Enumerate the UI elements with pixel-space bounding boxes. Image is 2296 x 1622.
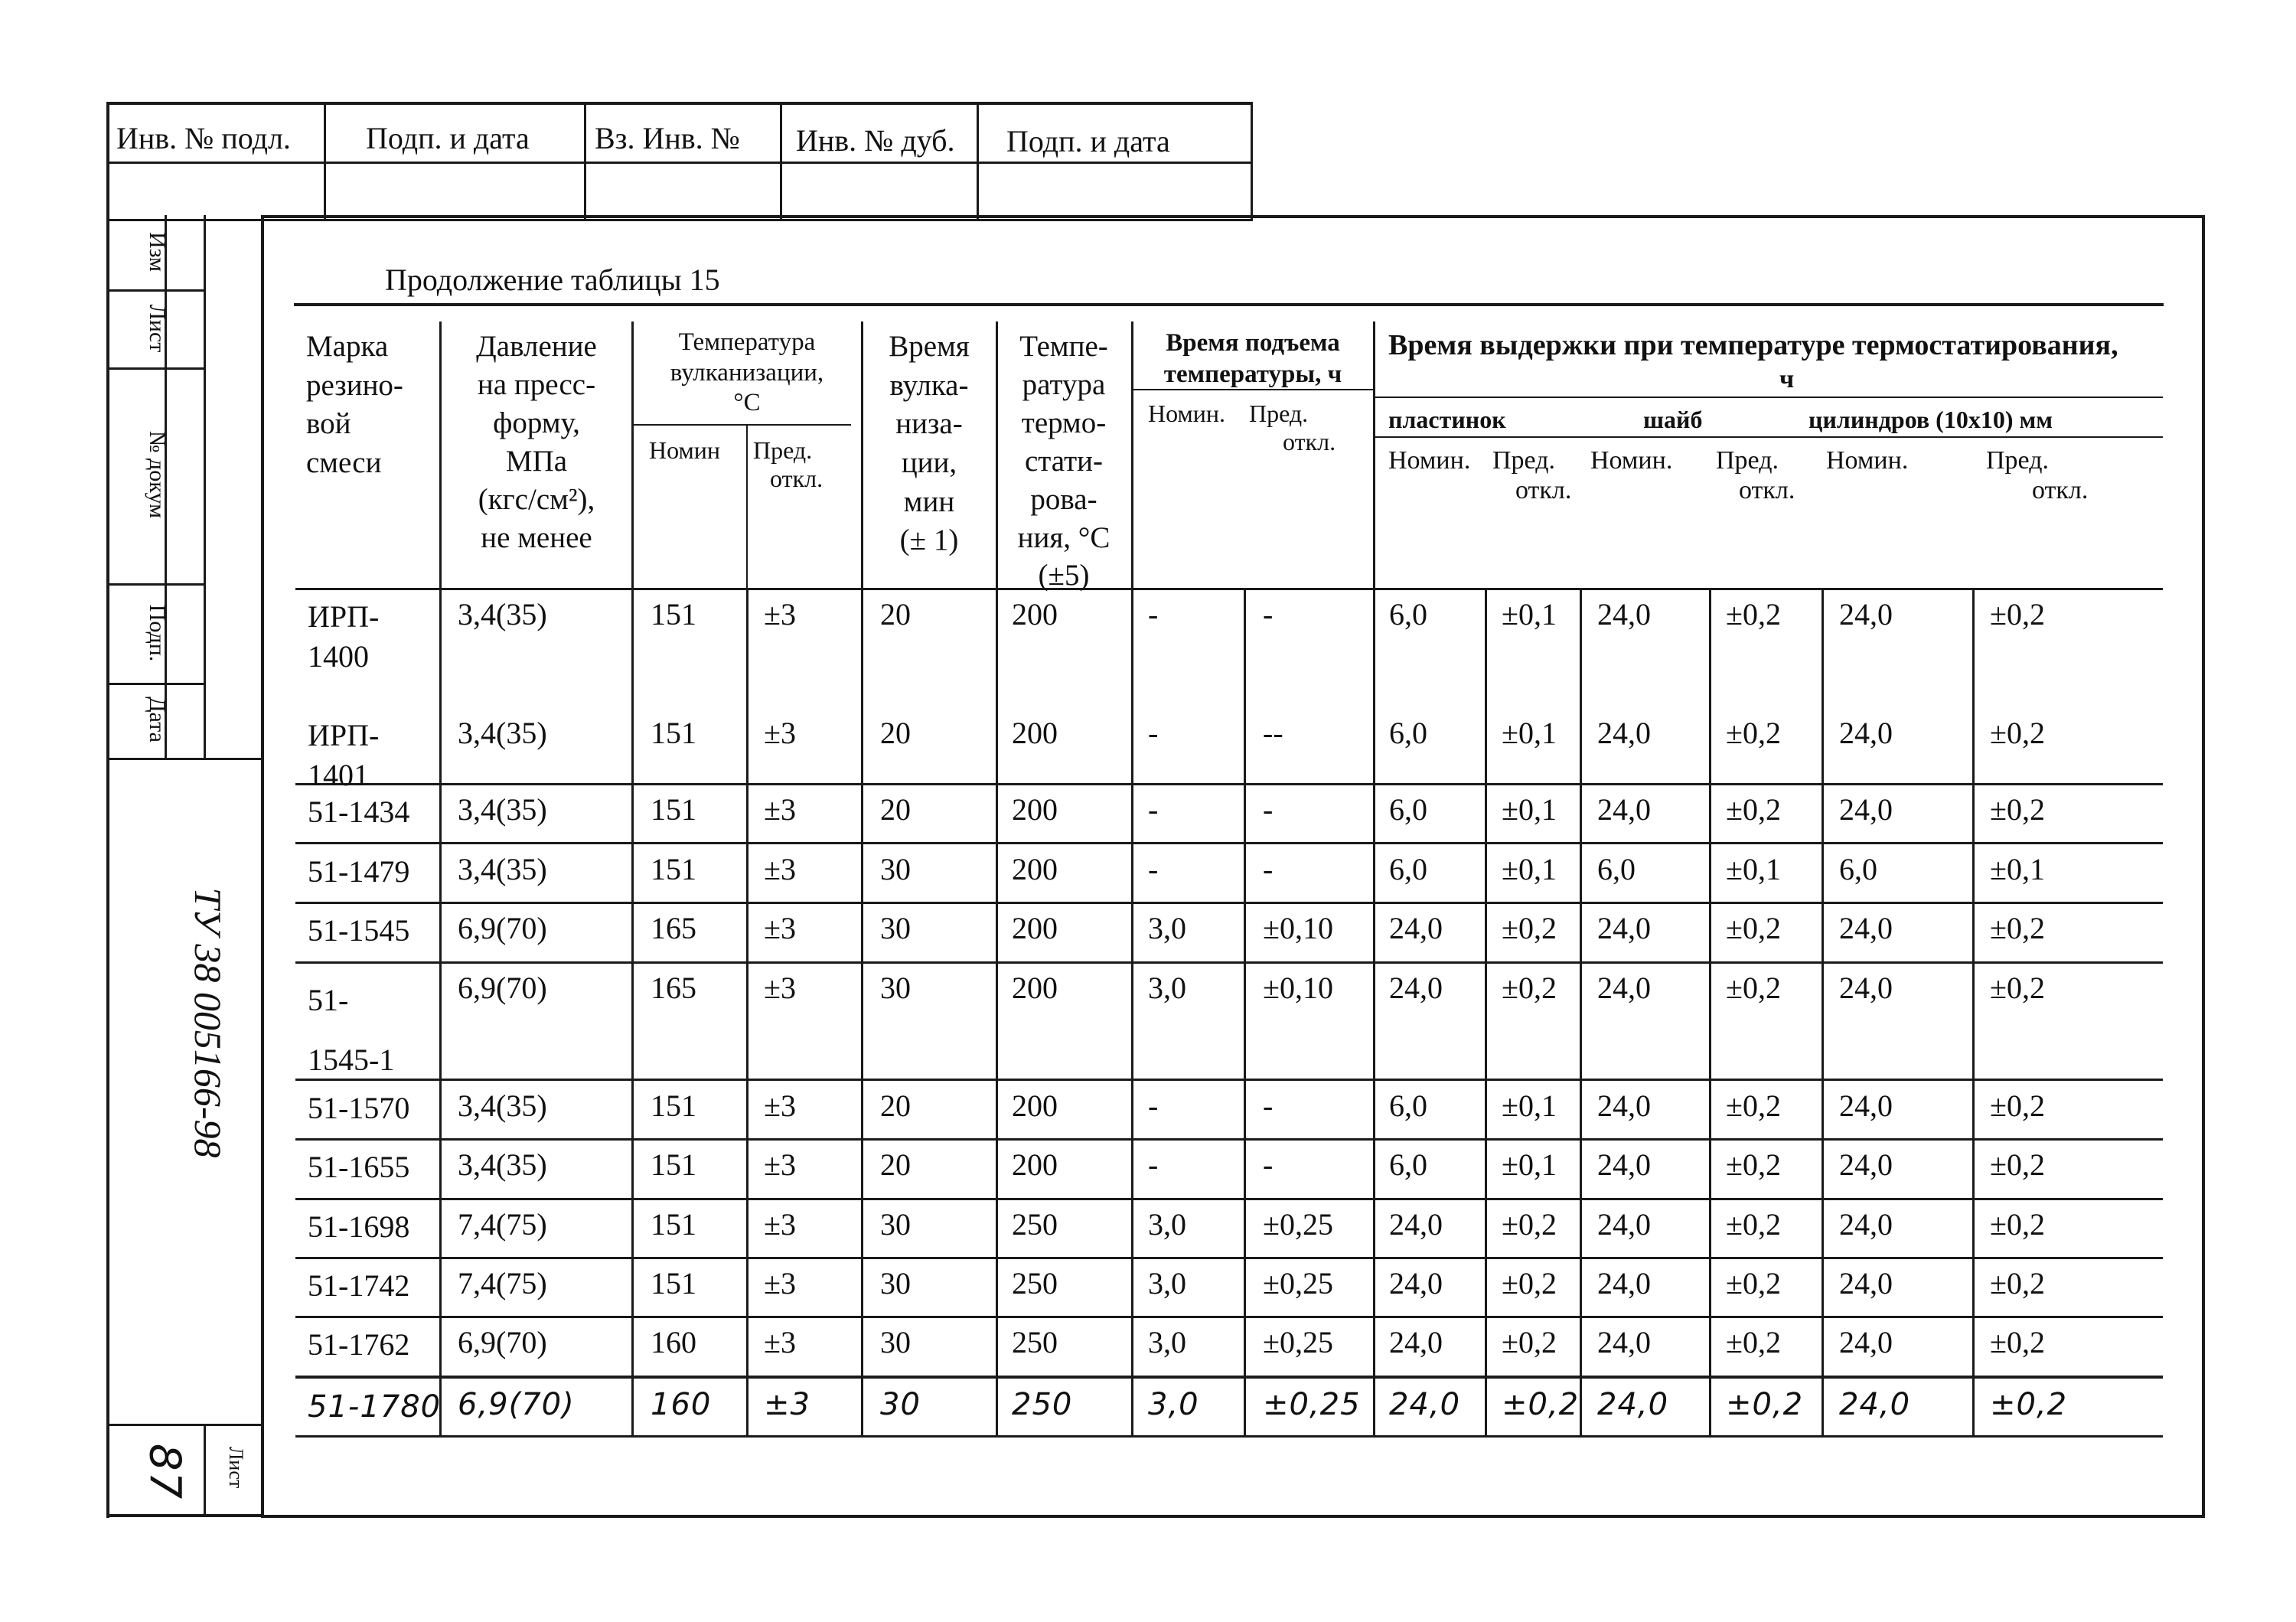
cell-t: 160 [651,1325,696,1359]
header-pressure: Давление на пресс- форму, МПа (кгс/см²), не менее [476,330,597,554]
cell-tt: 200 [1012,852,1058,886]
cell-cn: 24,0 [1839,597,1893,632]
header-hold-unit: ч [1779,365,1795,393]
cell-brand-line: 51-1780 [308,1389,442,1425]
cell-t: 151 [651,792,696,827]
cell-wd: ±0,2 [1726,716,1781,750]
header-washers-nom: Номин. [1590,446,1673,475]
cell-t: 165 [651,911,696,945]
cell-pn: 6,0 [1389,597,1427,632]
cell-brand-line: 51- [308,983,349,1017]
stamp-header-inv-podl: Инв. № подл. [116,121,291,155]
cell-vt: 30 [880,1207,911,1242]
cell-p: 7,4(75) [458,1207,547,1242]
cell-cn: 24,0 [1839,1325,1893,1359]
header-vulc-temp: Температура вулканизации, °С [670,328,824,417]
table-caption: Продолжение таблицы 15 [385,263,720,297]
cell-tt: 200 [1012,792,1058,827]
cell-rn: 3,0 [1148,1387,1199,1422]
cell-p: 6,9(70) [458,971,547,1005]
cell-brand [308,852,409,892]
cell-vt: 20 [880,792,911,827]
doc-code: ТУ 38 005166-98 [187,887,230,1158]
cell-tt: 250 [1012,1387,1073,1422]
cell-td: ±3 [764,792,796,827]
cell-wn: 6,0 [1597,852,1636,886]
cell-rd: ±0,10 [1263,911,1333,945]
cell-pd: ±0,2 [1502,1207,1557,1242]
stamp-header-inv-dub: Инв. № дуб. [796,123,955,158]
cell-brand [308,792,409,832]
cell-pn: 24,0 [1389,1207,1443,1242]
cell-cd: ±0,2 [1990,792,2045,827]
header-vulc-temp-dev: Пред. откл. [753,436,823,492]
header-plates-nom: Номин. [1388,446,1471,475]
cell-cd: ±0,2 [1990,911,2045,945]
cell-wd: ±0,2 [1726,911,1781,945]
cell-wn: 24,0 [1597,597,1651,632]
cell-wd: ±0,2 [1726,1266,1781,1301]
cell-vt: 30 [880,852,911,886]
cell-wn: 24,0 [1597,1325,1651,1359]
cell-brand-line: 51-1698 [308,1209,410,1244]
cell-pn: 6,0 [1389,792,1427,827]
cell-brand-line: 51-1570 [308,1091,410,1125]
cell-cn: 24,0 [1839,1207,1893,1242]
cell-brand [308,911,409,951]
stamp-header-podp-data: Подп. и дата [366,121,530,155]
cell-vt: 20 [880,1088,911,1123]
cell-t: 151 [651,1147,696,1182]
header-hold-time: Время выдержки при температуре термостатирования, [1388,329,2118,361]
cell-cd: ±0,2 [1990,597,2045,632]
cell-brand-line: 51-1762 [308,1327,410,1362]
cell-cd: ±0,2 [1990,1325,2045,1359]
cell-pn: 24,0 [1389,1387,1461,1422]
cell-tt: 250 [1012,1325,1058,1359]
cell-t: 151 [651,716,696,750]
cell-pd: ±0,2 [1502,1325,1557,1359]
cell-tt: 250 [1012,1266,1058,1301]
cell-tt: 200 [1012,1147,1058,1182]
cell-t: 151 [651,1266,696,1301]
cell-tt: 200 [1012,911,1058,945]
cell-cd: ±0,2 [1990,1088,2045,1123]
cell-p: 6,9(70) [458,1387,575,1422]
cell-wd: ±0,2 [1726,1088,1781,1123]
cell-td: ±3 [764,1266,796,1301]
stamp-header-vz-inv: Вз. Инв. № [595,121,740,155]
margin-label-list: Лист [145,304,170,353]
cell-brand-line: 51-1479 [308,854,410,889]
stamp-header-podp-data-2: Подп. и дата [1006,124,1170,158]
cell-wn: 24,0 [1597,1147,1651,1182]
cell-p: 6,9(70) [458,1325,547,1359]
cell-p: 3,4(35) [458,597,547,632]
cell-brand [308,1088,409,1128]
cell-wd: ±0,2 [1726,1325,1781,1359]
cell-brand [308,1207,409,1247]
header-washers-dev: Пред. откл. [1716,446,1795,505]
header-vulc-temp-nom: Номин [649,436,720,464]
cell-brand [308,1147,409,1187]
cell-td: ±3 [764,1207,796,1242]
cell-rd: -- [1263,716,1283,750]
cell-rd: - [1263,1088,1274,1123]
cell-tt: 200 [1012,716,1058,750]
cell-pd: ±0,1 [1502,597,1557,632]
cell-t: 151 [651,597,696,632]
cell-rd: ±0,25 [1263,1266,1333,1301]
cell-wd: ±0,2 [1726,1147,1781,1182]
header-plates-dev: Пред. откл. [1492,446,1572,505]
cell-brand-line: 1545-1 [308,1043,395,1077]
header-washers: шайб [1643,406,1703,433]
cell-rn: - [1148,852,1159,886]
cell-tt: 200 [1012,597,1058,632]
cell-cn: 24,0 [1839,971,1893,1005]
margin-label-n-dokum: № докум [145,430,170,519]
cell-wd: ±0,2 [1726,1207,1781,1242]
cell-rd: ±0,25 [1263,1387,1361,1422]
header-brand: Марка резино- вой смеси [306,330,403,480]
cell-rd: - [1263,852,1274,886]
cell-brand-line: ИРП- [308,718,380,752]
cell-vt: 30 [880,911,911,945]
cell-brand-line: 51-1545 [308,913,410,948]
cell-rd: ±0,25 [1263,1325,1333,1359]
cell-td: ±3 [764,716,796,750]
cell-wd: ±0,2 [1726,597,1781,632]
cell-p: 3,4(35) [458,852,547,886]
cell-t: 160 [651,1387,712,1422]
cell-p: 3,4(35) [458,716,547,750]
cell-pd: ±0,1 [1502,1088,1557,1123]
cell-pd: ±0,1 [1502,716,1557,750]
sheet-number: 87 [139,1443,190,1500]
cell-pn: 6,0 [1389,716,1427,750]
cell-vt: 30 [880,971,911,1005]
cell-td: ±3 [764,1147,796,1182]
cell-pn: 6,0 [1389,1147,1427,1182]
cell-rn: - [1148,1088,1159,1123]
cell-rn: 3,0 [1148,1207,1186,1242]
cell-tt: 200 [1012,1088,1058,1123]
cell-td: ±3 [764,971,796,1005]
header-vulc-time: Время вулка- низа- ции, мин (± 1) [889,330,970,557]
cell-rd: - [1263,792,1274,827]
cell-pd: ±0,1 [1502,852,1557,886]
margin-label-izm: Изм [145,231,170,273]
cell-pd: ±0,1 [1502,1147,1557,1182]
cell-brand [308,1387,441,1427]
cell-pn: 6,0 [1389,1088,1427,1123]
cell-brand-line: ИРП- [308,599,380,634]
cell-rn: - [1148,716,1159,750]
cell-wn: 24,0 [1597,716,1651,750]
cell-rd: ±0,10 [1263,971,1333,1005]
cell-brand [308,716,379,795]
cell-cd: ±0,1 [1990,852,2045,886]
cell-td: ±3 [764,1088,796,1123]
cell-rd: ±0,25 [1263,1207,1333,1242]
cell-rd: - [1263,597,1274,632]
cell-rn: - [1148,597,1159,632]
cell-t: 151 [651,1207,696,1242]
cell-brand [308,1325,409,1365]
cell-wd: ±0,2 [1726,792,1781,827]
cell-p: 6,9(70) [458,911,547,945]
cell-rn: - [1148,792,1159,827]
header-cylinders-dev: Пред. откл. [1986,446,2089,505]
cell-brand [308,971,394,1090]
cell-wd: ±0,1 [1726,852,1781,886]
cell-cn: 24,0 [1839,1147,1893,1182]
cell-vt: 20 [880,597,911,632]
cell-wn: 24,0 [1597,911,1651,945]
cell-cn: 24,0 [1839,792,1893,827]
cell-cn: 24,0 [1839,1387,1911,1422]
cell-rn: 3,0 [1148,1266,1186,1301]
cell-vt: 30 [880,1325,911,1359]
cell-pd: ±0,2 [1502,911,1557,945]
cell-cd: ±0,2 [1990,716,2045,750]
cell-t: 151 [651,852,696,886]
cell-cd: ±0,2 [1990,1147,2045,1182]
cell-cn: 24,0 [1839,1088,1893,1123]
cell-rn: 3,0 [1148,911,1186,945]
cell-brand [308,1266,409,1306]
cell-wn: 24,0 [1597,971,1651,1005]
cell-pd: ±0,2 [1502,971,1557,1005]
cell-td: ±3 [764,1387,810,1422]
cell-rn: - [1148,1147,1159,1182]
cell-pn: 24,0 [1389,1266,1443,1301]
header-rise-dev: Пред. откл. [1249,400,1336,455]
cell-brand-line: 51-1655 [308,1150,410,1184]
cell-cd: ±0,2 [1990,971,2045,1005]
cell-wn: 24,0 [1597,1088,1651,1123]
cell-td: ±3 [764,852,796,886]
cell-pd: ±0,2 [1502,1387,1580,1422]
cell-rd: - [1263,1147,1274,1182]
cell-p: 3,4(35) [458,1088,547,1123]
header-therm-temp: Темпе- ратура термо- стати- рова- ния, °С (±5) [1017,330,1110,592]
cell-brand-line: 51-1742 [308,1268,410,1303]
cell-vt: 20 [880,1147,911,1182]
cell-brand-line: 1401 [308,758,369,792]
cell-brand [308,597,379,677]
cell-tt: 200 [1012,971,1058,1005]
header-rise-time: Время подъема температуры, ч [1163,329,1342,389]
cell-td: ±3 [764,597,796,632]
cell-cd: ±0,2 [1990,1207,2045,1242]
cell-cd: ±0,2 [1990,1266,2045,1301]
cell-cn: 24,0 [1839,911,1893,945]
cell-pn: 24,0 [1389,1325,1443,1359]
cell-p: 3,4(35) [458,792,547,827]
cell-wn: 24,0 [1597,1266,1651,1301]
cell-rn: 3,0 [1148,971,1186,1005]
header-cylinders-nom: Номин. [1826,446,1909,475]
cell-brand-line: 51-1434 [308,795,410,829]
header-cylinders: цилиндров (10х10) мм [1808,406,2053,433]
cell-brand-line: 1400 [308,639,369,674]
cell-pn: 24,0 [1389,971,1443,1005]
cell-p: 3,4(35) [458,1147,547,1182]
cell-vt: 20 [880,716,911,750]
header-rise-nom: Номин. [1148,400,1225,427]
cell-cn: 6,0 [1839,852,1877,886]
cell-p: 7,4(75) [458,1266,547,1301]
cell-rn: 3,0 [1148,1325,1186,1359]
cell-t: 151 [651,1088,696,1123]
cell-vt: 30 [880,1266,911,1301]
cell-pd: ±0,2 [1502,1266,1557,1301]
cell-vt: 30 [880,1387,921,1422]
cell-tt: 250 [1012,1207,1058,1242]
cell-t: 165 [651,971,696,1005]
cell-wn: 24,0 [1597,792,1651,827]
cell-cn: 24,0 [1839,1266,1893,1301]
cell-td: ±3 [764,1325,796,1359]
cell-wd: ±0,2 [1726,971,1781,1005]
margin-label-podp: Подп. [145,604,170,662]
cell-cn: 24,0 [1839,716,1893,750]
cell-wn: 24,0 [1597,1387,1669,1422]
cell-pn: 6,0 [1389,852,1427,886]
cell-cd: ±0,2 [1990,1387,2068,1422]
cell-pn: 24,0 [1389,911,1443,945]
cell-td: ±3 [764,911,796,945]
header-plates: пластинок [1388,406,1506,433]
cell-wn: 24,0 [1597,1207,1651,1242]
margin-label-data: Дата [145,697,170,742]
cell-pd: ±0,1 [1502,792,1557,827]
sheet-label: Лист [225,1446,247,1489]
cell-wd: ±0,2 [1726,1387,1804,1422]
